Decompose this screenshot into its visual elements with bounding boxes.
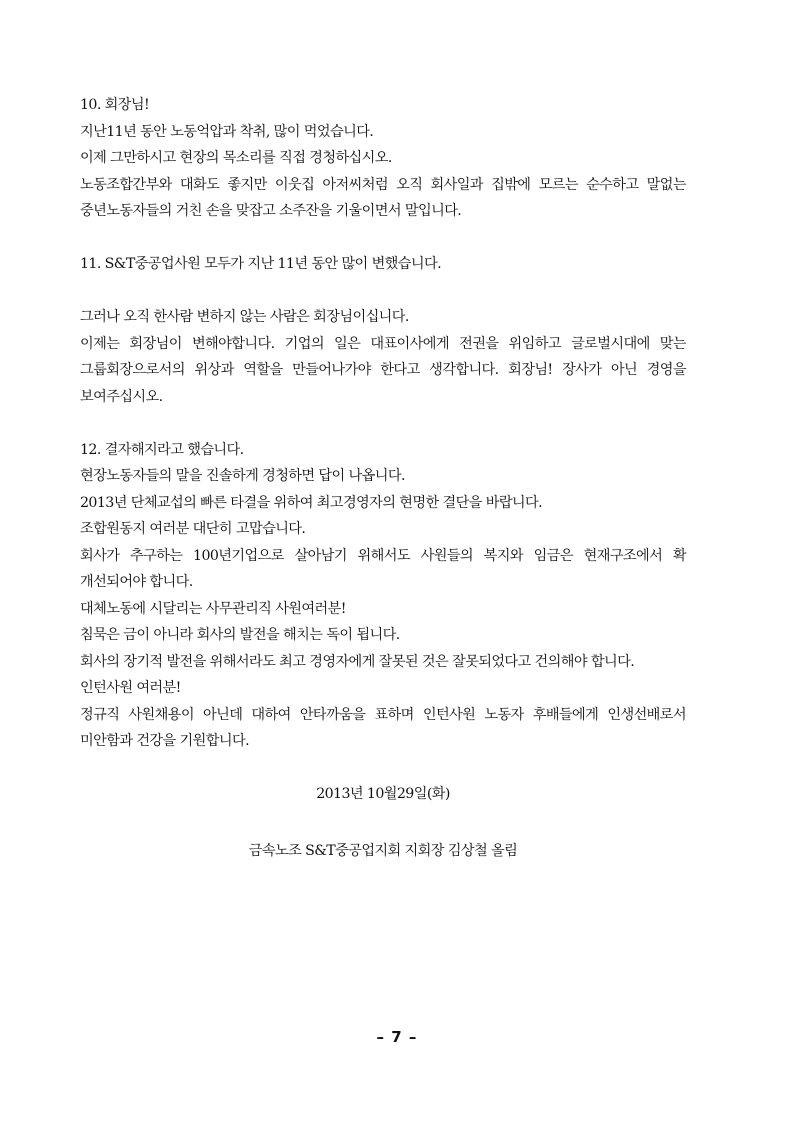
section-11-line: 그러나 오직 한사람 변하지 않는 사람은 회장님이십니다. xyxy=(80,309,409,325)
section-11-heading-block xyxy=(80,251,686,278)
section-10 xyxy=(80,92,686,225)
section-10-line: 지난11년 동안 노동억압과 착취, 많이 먹었습니다. xyxy=(80,123,374,140)
section-12-line: 침묵은 금이 아니라 회사의 발전을 해치는 독이 됩니다. xyxy=(80,627,400,643)
section-10-line: 노동조합간부와 대화도 좋지만 이웃집 아저씨처럼 오직 회사일과 집밖에 모르는 순수하고 말없는 중년노동자들의 거친 손을 맞잡고 소주잔을 기울이면서 말입니다. xyxy=(80,176,686,219)
section-12-line: 정규직 사원채용이 아닌데 대하여 안타까움을 표하며 인턴사원 노동자 후배들에게 인생선배로서 미안함과 건강을 기원합니다. xyxy=(80,706,686,749)
section-11-line: 이제는 회장님이 변해야합니다. 기업의 일은 대표이사에게 전권을 위임하고 글로벌시대에 맞는 그룹회장으로서의 위상과 역할을 만들어나가야 한다고 생각합니다. 회장님! 장사가 아닌 경영을 보여주십시오. xyxy=(80,335,686,405)
section-12-line: 회사의 장기적 발전을 위해서라도 최고 경영자에게 잘못된 것은 잘못되었다고 건의해야 합니다. xyxy=(80,653,635,670)
section-12-line: 2013년 단체교섭의 빠른 타결을 위하여 최고경영자의 현명한 결단을 바랍니다. xyxy=(80,494,543,511)
document-body xyxy=(80,92,686,864)
section-11 xyxy=(80,304,686,410)
letter-date: 2013년 10월29일(화) xyxy=(316,786,450,802)
section-12-line: 대체노동에 시달리는 사무관리직 사원여러분! xyxy=(80,600,346,617)
page-number: – 7 – xyxy=(376,1028,418,1046)
section-12 xyxy=(80,437,686,755)
section-11-heading: 11. S&T중공업사원 모두가 지난 11년 동안 많이 변했습니다. xyxy=(80,256,442,272)
letter-signature: 금속노조 S&T중공업지회 지회장 김상철 올림 xyxy=(248,842,518,859)
section-12-line: 회사가 추구하는 100년기업으로 살아남기 위해서도 사원들의 복지와 임금은 현재구조에서 확 개선되어야 합니다. xyxy=(80,547,686,590)
section-12-line: 현장노동자들의 말을 진솔하게 경청하면 답이 나옵니다. xyxy=(80,468,405,484)
section-10-line: 이제 그만하시고 현장의 목소리를 직접 경청하십시오. xyxy=(80,150,392,166)
section-12-line: 12. 결자해지라고 했습니다. xyxy=(80,441,244,458)
section-12-line: 인턴사원 여러분! xyxy=(80,680,181,696)
section-12-line: 조합원동지 여러분 대단히 고맙습니다. xyxy=(80,521,306,537)
section-10-line: 10. 회장님! xyxy=(80,97,150,113)
